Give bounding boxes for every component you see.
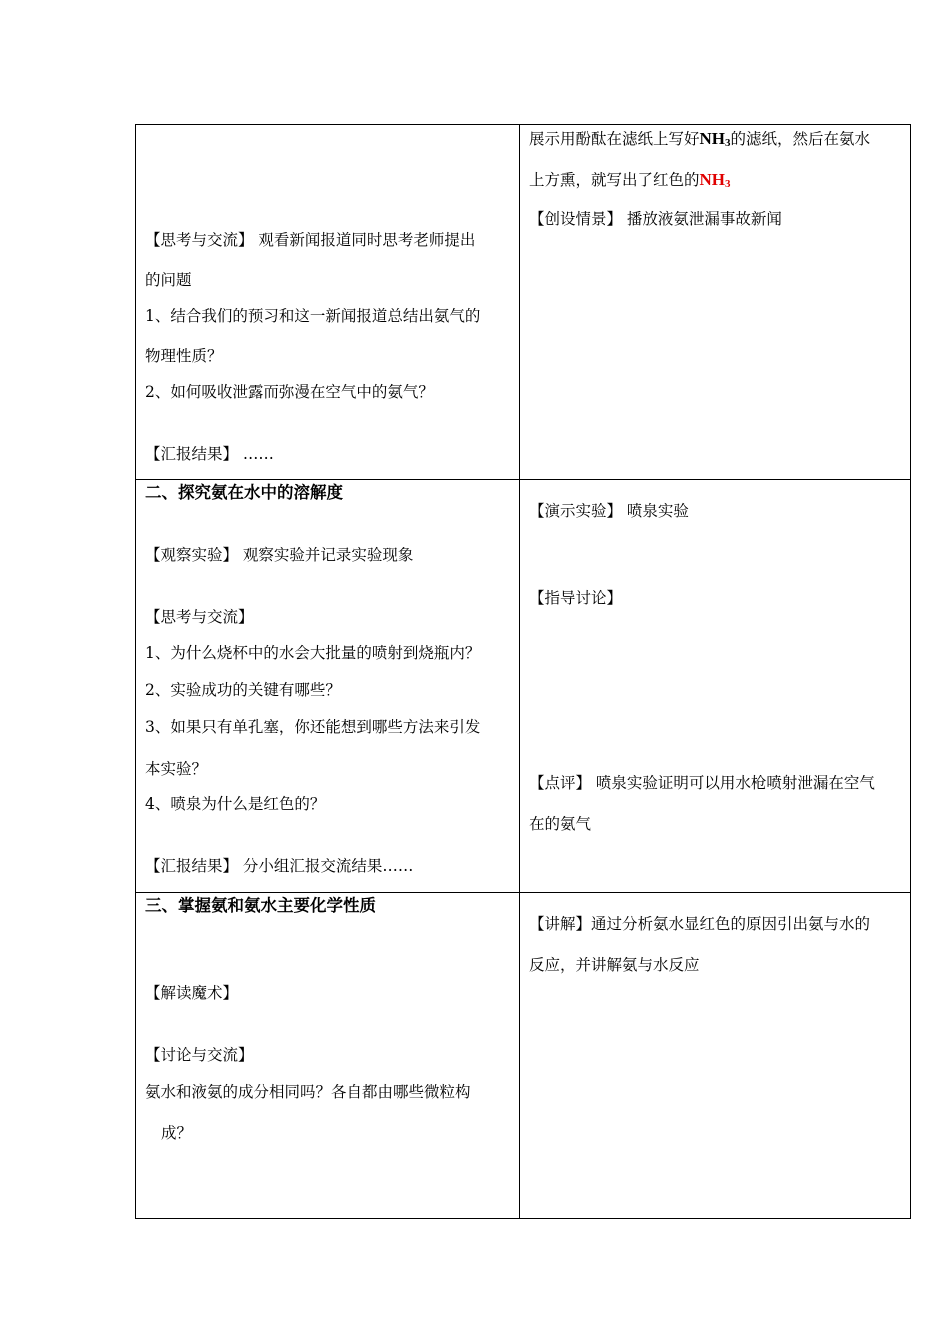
nh3-formula-red: $NH_3$: [699, 170, 731, 190]
observe-experiment-label: 【观察实验】 观察实验并记录实验现象: [145, 546, 414, 564]
think-exchange-label: 【思考与交流】 观看新闻报道同时思考老师提出: [145, 231, 476, 249]
question-2-4: 4、喷泉为什么是红色的？: [145, 795, 326, 813]
create-scene-label: 【创设情景】 播放液氨泄漏事故新闻: [529, 210, 782, 228]
lesson-plan-table: [135, 124, 911, 1219]
report-result-label-2: 【汇报结果】 分小组汇报交流结果……: [145, 857, 414, 875]
question-1-continuation: 物理性质？: [145, 347, 223, 365]
row-divider-2: [136, 892, 910, 893]
question-2-3-continuation: 本实验？: [145, 760, 208, 778]
demo-experiment-label: 【演示实验】 喷泉实验: [529, 502, 689, 520]
question-2-3: 3、如果只有单孔塞，你还能想到哪些方法来引发: [145, 718, 481, 736]
question-2-1: 1、为什么烧杯中的水会大批量的喷射到烧瓶内？: [145, 644, 481, 662]
discussion-question-continuation: 成？: [161, 1124, 193, 1142]
nh3-formula: $NH_3$: [699, 129, 731, 149]
question-1: 1、结合我们的预习和这一新闻报道总结出氨气的: [145, 307, 481, 325]
row-divider-1: [136, 479, 910, 480]
think-exchange-label-2: 【思考与交流】: [145, 608, 254, 626]
demo-description-line-2: 上方熏，就写出了红色的$NH_3$: [529, 170, 731, 190]
section-heading-3: 三、掌握氨和氨水主要化学性质: [145, 896, 376, 915]
comment-continuation: 在的氨气: [529, 815, 592, 833]
report-result-label: 【汇报结果】 ……: [145, 445, 274, 463]
lecture-label: 【讲解】通过分析氨水显红色的原因引出氨与水的: [529, 915, 871, 933]
demo-description-line-1: 展示用酚酞在滤纸上写好$NH_3$的滤纸，然后在氨水: [529, 129, 871, 149]
think-exchange-continuation: 的问题: [145, 271, 192, 289]
guide-discussion-label: 【指导讨论】: [529, 589, 623, 607]
section-heading-2: 二、探究氨在水中的溶解度: [145, 483, 343, 502]
lecture-continuation: 反应，并讲解氨与水反应: [529, 956, 700, 974]
question-2-2: 2、实验成功的关键有哪些？: [145, 681, 341, 699]
column-divider: [519, 125, 520, 1218]
discuss-exchange-label: 【讨论与交流】: [145, 1046, 254, 1064]
question-2: 2、如何吸收泄露而弥漫在空气中的氨气？: [145, 383, 434, 401]
comment-label: 【点评】 喷泉实验证明可以用水枪喷射泄漏在空气: [529, 774, 875, 792]
discussion-question: 氨水和液氨的成分相同吗？各自都由哪些微粒构: [145, 1083, 471, 1101]
interpret-magic-label: 【解读魔术】: [145, 984, 239, 1002]
